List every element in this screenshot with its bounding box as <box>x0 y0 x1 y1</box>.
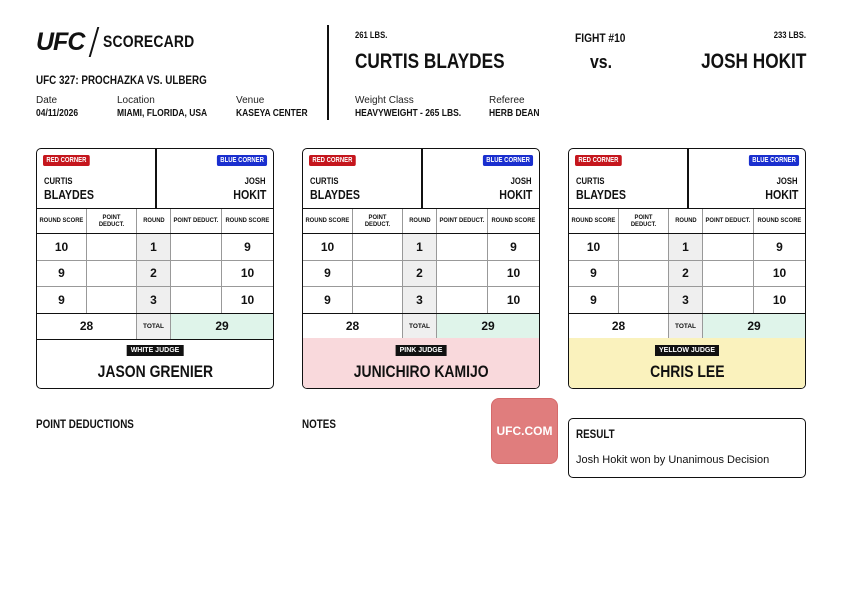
blue-fighter-name: JOSH HOKIT <box>700 50 806 73</box>
red-deduct <box>619 287 669 313</box>
red-score: 10 <box>37 234 87 260</box>
header-divider <box>327 25 329 120</box>
blue-deduct <box>703 234 754 260</box>
red-deduct <box>619 261 669 287</box>
red-last-name: BLAYDES <box>44 187 94 202</box>
round-number: 3 <box>403 287 437 313</box>
logo-divider <box>89 27 100 57</box>
blue-last-name: HOKIT <box>232 187 266 202</box>
judge-area <box>37 338 273 388</box>
judge-name: CHRIS LEE <box>649 362 725 381</box>
round-number: 2 <box>669 261 703 287</box>
table-row <box>303 234 539 261</box>
venue-value: KASEYA CENTER <box>236 108 308 119</box>
table-row <box>303 287 539 313</box>
red-deduct <box>619 234 669 260</box>
red-deduct <box>87 234 137 260</box>
red-score: 9 <box>569 287 619 313</box>
red-round-score-header: ROUND SCORE <box>39 217 84 225</box>
location-value: MIAMI, FLORIDA, USA <box>117 108 208 119</box>
blue-deduct <box>171 287 222 313</box>
red-score: 10 <box>569 234 619 260</box>
red-point-deduct-header: POINT DEDUCT. <box>98 213 125 228</box>
judge-badge: YELLOW JUDGE <box>655 345 719 356</box>
red-first-name: CURTIS <box>310 176 339 186</box>
blue-deduct <box>437 261 488 287</box>
blue-score: 9 <box>776 239 783 254</box>
red-fighter-name: CURTIS BLAYDES <box>355 50 505 73</box>
card-fighters <box>569 149 805 209</box>
blue-first-name: JOSH <box>511 176 532 186</box>
table-row <box>37 287 273 313</box>
red-last-name: BLAYDES <box>310 187 360 202</box>
fight-number: FIGHT #10 <box>575 31 626 45</box>
round-number: 3 <box>669 287 703 313</box>
score-header-row <box>303 209 539 234</box>
blue-deduct <box>703 261 754 287</box>
red-score: 10 <box>303 234 353 260</box>
red-corner-badge: RED CORNER <box>43 155 90 166</box>
blue-point-deduct-header: POINT DEDUCT. <box>173 217 219 225</box>
round-number: 1 <box>669 234 703 260</box>
weight-class-label: Weight Class <box>355 95 414 106</box>
total-label: TOTAL <box>137 314 171 339</box>
judge-card-3 <box>568 148 806 389</box>
blue-corner-badge: BLUE CORNER <box>217 155 267 166</box>
red-fighter-weight: 261 LBS. <box>355 30 388 40</box>
red-point-deduct-header: POINT DEDUCT. <box>630 213 657 228</box>
round-number: 2 <box>403 261 437 287</box>
score-grid <box>37 209 273 340</box>
vs-label: vs. <box>590 52 613 72</box>
red-last-name: BLAYDES <box>576 187 626 202</box>
round-number: 2 <box>137 261 171 287</box>
result-title: RESULT <box>576 427 615 441</box>
round-header: ROUND <box>408 217 431 225</box>
red-first-name: CURTIS <box>44 176 73 186</box>
card-divider <box>155 149 157 208</box>
red-score: 9 <box>569 261 619 287</box>
blue-deduct <box>437 287 488 313</box>
judge-area <box>303 338 539 388</box>
referee-label: Referee <box>489 95 525 106</box>
total-row <box>303 313 539 340</box>
referee-value: HERB DEAN <box>489 108 540 119</box>
blue-total: 29 <box>171 314 273 339</box>
notes-heading: NOTES <box>302 417 336 431</box>
blue-point-deduct-header: POINT DEDUCT. <box>705 217 751 225</box>
blue-last-name: HOKIT <box>498 187 532 202</box>
card-fighters <box>37 149 273 209</box>
blue-score: 10 <box>772 292 787 307</box>
judge-badge: PINK JUDGE <box>396 345 447 356</box>
blue-round-score-header: ROUND SCORE <box>225 217 270 225</box>
red-score: 9 <box>303 287 353 313</box>
total-label: TOTAL <box>669 314 703 339</box>
blue-first-name: JOSH <box>245 176 266 186</box>
card-fighters <box>303 149 539 209</box>
red-total: 28 <box>569 314 669 339</box>
blue-score: 10 <box>240 266 255 281</box>
red-round-score-header: ROUND SCORE <box>305 217 350 225</box>
blue-deduct <box>437 234 488 260</box>
red-total: 28 <box>303 314 403 339</box>
blue-total: 29 <box>437 314 539 339</box>
blue-point-deduct-header: POINT DEDUCT. <box>439 217 485 225</box>
blue-deduct <box>171 261 222 287</box>
result-text: Josh Hokit won by Unanimous Decision <box>576 454 770 466</box>
red-deduct <box>353 287 403 313</box>
judge-area <box>569 338 805 388</box>
score-header-row <box>37 209 273 234</box>
blue-score: 9 <box>510 239 517 254</box>
scorecard-title: SCORECARD <box>103 32 195 51</box>
judge-card-2 <box>302 148 540 389</box>
table-row <box>303 261 539 288</box>
date-value: 04/11/2026 <box>36 108 79 119</box>
red-round-score-header: ROUND SCORE <box>571 217 616 225</box>
round-number: 1 <box>403 234 437 260</box>
red-deduct <box>353 234 403 260</box>
weight-class-value: HEAVYWEIGHT - 265 LBS. <box>355 108 462 119</box>
red-score: 9 <box>37 261 87 287</box>
table-row <box>569 261 805 288</box>
judge-badge: WHITE JUDGE <box>127 345 184 356</box>
blue-fighter-weight: 233 LBS. <box>773 30 806 40</box>
date-label: Date <box>36 95 58 106</box>
point-deductions-heading: POINT DEDUCTIONS <box>36 417 134 431</box>
score-grid <box>303 209 539 340</box>
round-number: 1 <box>137 234 171 260</box>
stamp-text: UFC.COM <box>496 424 553 438</box>
blue-score: 10 <box>506 292 521 307</box>
score-header-row <box>569 209 805 234</box>
blue-round-score-header: ROUND SCORE <box>491 217 536 225</box>
red-deduct <box>87 261 137 287</box>
blue-last-name: HOKIT <box>764 187 798 202</box>
round-header: ROUND <box>142 217 165 225</box>
blue-deduct <box>171 234 222 260</box>
total-label: TOTAL <box>403 314 437 339</box>
red-corner-badge: RED CORNER <box>575 155 622 166</box>
blue-total: 29 <box>703 314 805 339</box>
event-title: UFC 327: PROCHAZKA VS. ULBERG <box>36 73 207 87</box>
logo-ufc-text: UFC <box>36 27 85 56</box>
result-box <box>568 418 806 478</box>
table-row <box>569 234 805 261</box>
judge-name: JUNICHIRO KAMIJO <box>353 362 489 381</box>
total-row <box>37 313 273 340</box>
red-deduct <box>87 287 137 313</box>
table-row <box>569 287 805 313</box>
ufc-logo <box>36 27 215 57</box>
score-grid <box>569 209 805 340</box>
judge-name: JASON GRENIER <box>97 362 213 381</box>
table-row <box>37 234 273 261</box>
round-number: 3 <box>137 287 171 313</box>
blue-corner-badge: BLUE CORNER <box>483 155 533 166</box>
ufc-com-stamp <box>491 398 558 464</box>
blue-corner-badge: BLUE CORNER <box>749 155 799 166</box>
location-label: Location <box>117 95 155 106</box>
red-score: 9 <box>303 261 353 287</box>
judge-card-1 <box>36 148 274 389</box>
blue-score: 9 <box>244 239 251 254</box>
card-divider <box>421 149 423 208</box>
table-row <box>37 261 273 288</box>
red-corner-badge: RED CORNER <box>309 155 356 166</box>
red-score: 9 <box>37 287 87 313</box>
red-total: 28 <box>37 314 137 339</box>
round-header: ROUND <box>674 217 697 225</box>
blue-score: 10 <box>240 292 255 307</box>
card-divider <box>687 149 689 208</box>
red-first-name: CURTIS <box>576 176 605 186</box>
blue-first-name: JOSH <box>777 176 798 186</box>
red-deduct <box>353 261 403 287</box>
blue-deduct <box>703 287 754 313</box>
blue-round-score-header: ROUND SCORE <box>757 217 802 225</box>
total-row <box>569 313 805 340</box>
blue-score: 10 <box>772 266 787 281</box>
red-point-deduct-header: POINT DEDUCT. <box>364 213 391 228</box>
blue-score: 10 <box>506 266 521 281</box>
venue-label: Venue <box>236 95 265 106</box>
